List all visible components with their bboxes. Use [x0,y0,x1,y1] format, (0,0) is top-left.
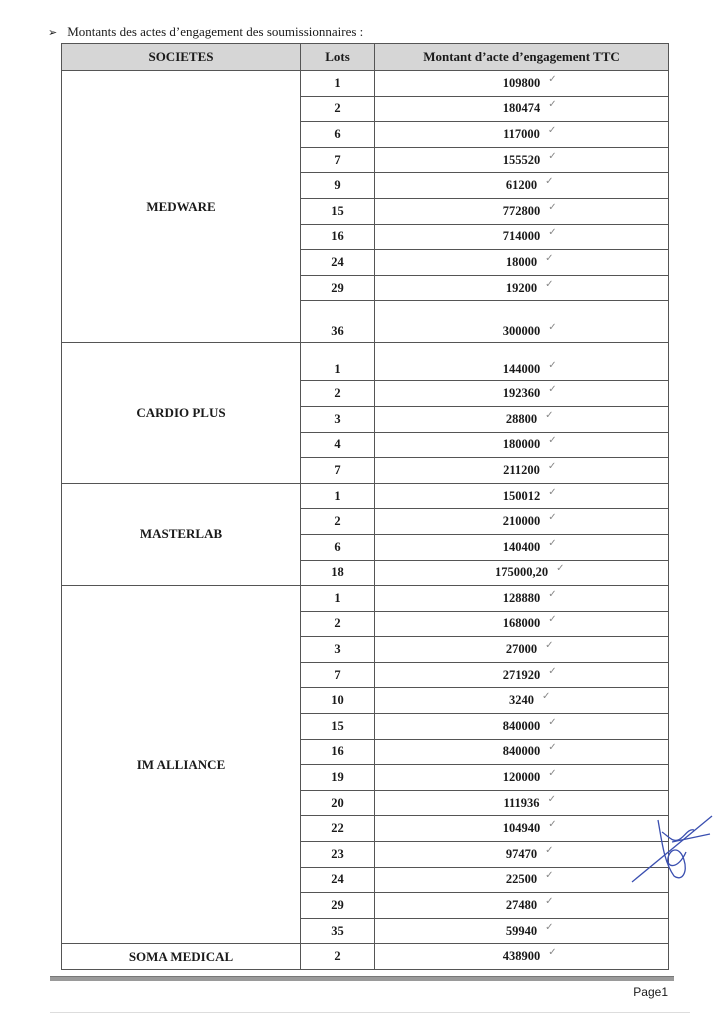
amount-cell [375,343,669,381]
check-mark-icon: ✓ [545,844,554,856]
amount-cell [375,71,669,97]
amount-wrapper [505,921,554,939]
check-mark-icon: ✓ [548,537,557,549]
lot-number: 15 [301,714,375,740]
lot-number: 3 [301,637,375,663]
lot-number: 29 [301,275,375,301]
company-name: MEDWARE [62,71,301,343]
amount-wrapper [494,563,565,580]
lot-number: 24 [301,250,375,276]
amount-cell [375,842,669,868]
check-mark-icon: ✓ [545,870,554,882]
amount-wrapper [503,460,557,478]
amount-value: 175000,20 [494,565,549,580]
check-mark-icon: ✓ [547,124,557,136]
company-name: SOMA MEDICAL [62,944,301,970]
check-mark-icon: ✓ [548,614,557,626]
amount-value: 128880 [502,590,541,605]
check-mark-icon: ✓ [548,716,557,728]
check-mark-icon: ✓ [548,227,557,239]
lot-number: 29 [301,893,375,919]
amount-value: 180000 [502,437,541,452]
amount-cell [375,458,669,484]
table-row [62,944,669,970]
amount-wrapper [502,360,557,377]
lot-number: 6 [301,534,375,560]
amount-value: 180474 [502,101,541,116]
lot-number: 24 [301,867,375,893]
amount-value: 714000 [502,229,541,244]
check-mark-icon: ✓ [545,896,554,908]
lot-number: 9 [301,173,375,199]
amount-value: 300000 [502,324,541,339]
lot-number: 1 [301,586,375,612]
check-mark-icon: ✓ [548,665,557,677]
amount-wrapper [505,278,554,296]
intro-line [48,24,363,40]
company-name: CARDIO PLUS [62,343,301,483]
amount-wrapper [502,435,557,452]
lot-number: 2 [301,96,375,122]
amount-value: 210000 [502,514,541,529]
amount-cell [375,96,669,122]
lot-number: 20 [301,790,375,816]
amount-value: 3240 [509,693,534,708]
amount-wrapper [502,150,557,168]
lot-number: 22 [301,816,375,842]
bids-table [61,43,669,970]
amount-value: 117000 [503,126,540,141]
amount-cell [375,586,669,612]
header-societes: SOCIETES [62,44,301,71]
check-mark-icon: ✓ [545,278,554,290]
amount-cell [375,637,669,663]
amount-value: 840000 [502,744,541,759]
lot-number: 2 [301,944,375,970]
table-row [62,71,669,97]
amount-value: 61200 [505,178,538,193]
check-mark-icon: ✓ [548,588,557,600]
amount-wrapper [502,768,557,785]
lot-number: 3 [301,406,375,432]
amount-value: 438900 [502,949,541,964]
table-body [62,71,669,970]
amount-wrapper [502,819,557,836]
lot-number: 16 [301,224,375,250]
bullet-arrow-icon: ➢ [48,26,58,39]
amount-cell [375,662,669,688]
amount-value: 111936 [503,795,540,810]
amount-cell [375,275,669,301]
amount-value: 19200 [505,280,538,295]
table-row [62,343,669,381]
amount-cell [375,867,669,893]
amount-wrapper [505,844,554,862]
check-mark-icon: ✓ [547,460,557,472]
footer-rule [50,976,674,981]
amount-wrapper [505,640,554,657]
amount-wrapper [502,384,557,401]
amount-wrapper [505,870,554,887]
amount-value: 271920 [502,667,541,682]
amount-cell [375,918,669,944]
lot-number: 23 [301,842,375,868]
lot-number: 1 [301,483,375,509]
check-mark-icon: ✓ [548,322,557,334]
check-mark-icon: ✓ [547,793,556,805]
amount-cell [375,224,669,250]
amount-value: 59940 [505,923,538,938]
table-row [62,483,669,509]
amount-cell [375,432,669,458]
check-mark-icon: ✓ [545,640,554,652]
amount-value: 168000 [502,616,541,631]
amount-wrapper [502,512,557,529]
check-mark-icon: ✓ [548,201,557,213]
amount-wrapper [502,742,557,759]
amount-wrapper [503,793,556,811]
table-header-row [62,44,669,71]
amount-wrapper [502,227,557,244]
check-mark-icon: ✓ [545,409,554,421]
check-mark-icon: ✓ [545,176,554,188]
amount-value: 27000 [505,642,538,657]
amount-value: 144000 [502,362,541,377]
amount-cell [375,714,669,740]
check-mark-icon: ✓ [548,73,557,85]
amount-wrapper [502,73,557,91]
amount-cell [375,509,669,535]
amount-wrapper [502,486,557,504]
amount-value: 155520 [502,152,541,167]
amount-wrapper [505,252,554,270]
check-mark-icon: ✓ [548,486,557,498]
amount-value: 211200 [503,462,540,477]
check-mark-icon: ✓ [548,768,557,780]
lot-number: 15 [301,198,375,224]
lot-number: 19 [301,765,375,791]
lot-number: 2 [301,509,375,535]
amount-cell [375,790,669,816]
bottom-rule [50,1012,690,1013]
amount-value: 97470 [505,846,538,861]
amount-wrapper [505,409,554,427]
header-lots: Lots [301,44,375,71]
table-row [62,586,669,612]
amount-cell [375,944,669,970]
lot-number: 36 [301,301,375,343]
amount-cell [375,301,669,343]
amount-cell [375,406,669,432]
header-montant: Montant d’acte d’engagement TTC [375,44,669,71]
amount-cell [375,739,669,765]
lot-number: 10 [301,688,375,714]
amount-value: 140400 [502,539,541,554]
lot-number: 2 [301,381,375,407]
amount-value: 192360 [502,386,541,401]
check-mark-icon: ✓ [548,384,557,396]
amount-value: 840000 [502,718,541,733]
handwritten-signature [628,812,714,884]
check-mark-icon: ✓ [545,921,554,933]
amount-wrapper [505,176,554,193]
lot-number: 2 [301,611,375,637]
amount-wrapper [502,665,557,683]
lot-number: 18 [301,560,375,586]
check-mark-icon: ✓ [548,435,557,447]
lot-number: 4 [301,432,375,458]
company-name: IM ALLIANCE [62,586,301,944]
check-mark-icon: ✓ [548,99,557,111]
check-mark-icon: ✓ [548,150,557,162]
amount-cell [375,688,669,714]
check-mark-icon: ✓ [548,947,557,959]
amount-value: 18000 [505,254,538,269]
amount-cell [375,816,669,842]
check-mark-icon: ✓ [545,252,554,264]
amount-wrapper [505,896,554,913]
intro-text: Montants des actes d’engagement des soumissionnaires : [67,24,364,39]
amount-cell [375,122,669,148]
lot-number: 35 [301,918,375,944]
amount-value: 104940 [502,821,541,836]
amount-value: 28800 [505,411,538,426]
lot-number: 7 [301,458,375,484]
amount-value: 22500 [505,872,538,887]
amount-value: 772800 [502,203,541,218]
amount-cell [375,560,669,586]
amount-cell [375,611,669,637]
lot-number: 1 [301,71,375,97]
check-mark-icon: ✓ [548,819,557,831]
amount-value: 120000 [502,770,541,785]
page-number: Page1 [633,985,668,999]
check-mark-icon: ✓ [548,512,557,524]
amount-wrapper [502,614,557,631]
amount-wrapper [502,201,557,219]
amount-cell [375,534,669,560]
amount-cell [375,173,669,199]
lot-number: 1 [301,343,375,381]
amount-wrapper [503,124,557,142]
amount-cell [375,893,669,919]
amount-wrapper [502,947,557,964]
amount-value: 150012 [502,488,541,503]
lot-number: 16 [301,739,375,765]
company-name: MASTERLAB [62,483,301,585]
amount-cell [375,250,669,276]
check-mark-icon: ✓ [548,742,557,754]
amount-value: 27480 [505,898,538,913]
lot-number: 7 [301,147,375,173]
amount-cell [375,483,669,509]
amount-wrapper [502,588,557,606]
amount-wrapper [509,691,551,708]
amount-wrapper [502,537,557,555]
amount-cell [375,381,669,407]
amount-cell [375,765,669,791]
check-mark-icon: ✓ [548,360,557,372]
amount-wrapper [502,322,557,339]
check-mark-icon: ✓ [556,563,565,575]
amount-wrapper [502,99,557,116]
amount-cell [375,147,669,173]
check-mark-icon: ✓ [542,691,551,703]
lot-number: 6 [301,122,375,148]
amount-value: 109800 [502,75,541,90]
amount-cell [375,198,669,224]
amount-wrapper [502,716,557,734]
lot-number: 7 [301,662,375,688]
